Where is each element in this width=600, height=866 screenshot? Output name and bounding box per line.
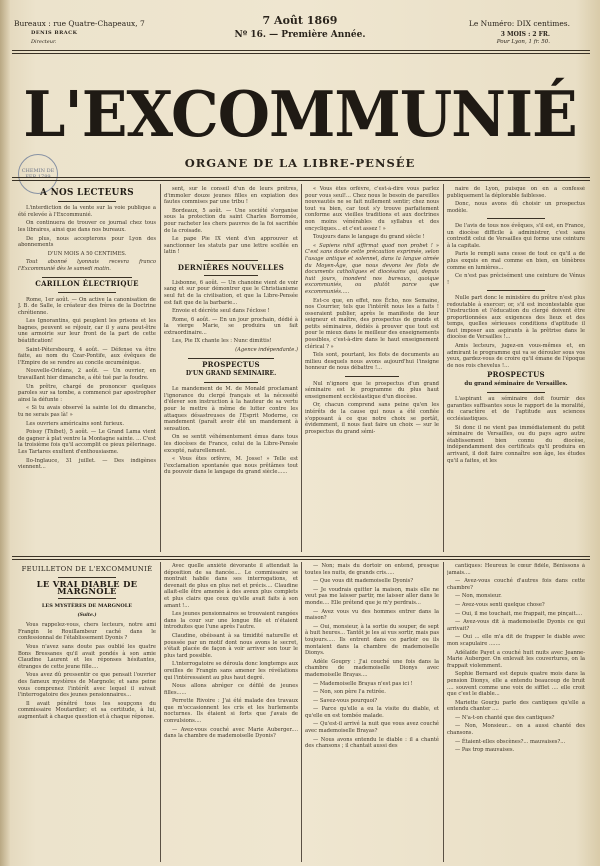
signature: (Agence indépendante.) xyxy=(235,347,298,354)
column-divider xyxy=(301,184,302,552)
paragraph: — Oui ... elle m'a dit de frapper le diable avec mon scapulaire ....... xyxy=(447,634,585,647)
section-subtitle-versailles: du grand séminaire de Versailles. xyxy=(464,381,568,388)
paragraph: — Avez-vous couché avec Marie Auberger.... dans la chambre de mademoiselle Dyonis? xyxy=(164,726,298,740)
section-title-prospectus: PROSPECTUS xyxy=(202,360,260,370)
paragraph: Lisbonne, 6 août. — Un chanoine vient de voir sang et sur pour démontrer que le Christianisme seul fut de la civilisation, et que la Libre-Pensée est fait que de la barbarie... xyxy=(164,279,298,306)
paragraph: Bordeaux, 5 août. — Une société s'organise sous la protection du saint Charles Borromée, pour racheter les chers pauvres de la foi sacrifiée de la croisade. xyxy=(164,207,298,234)
masthead-rule xyxy=(12,177,590,178)
paragraph: — Non, son père l'a retirée. xyxy=(313,689,386,696)
feuilleton-subtitle: LES MYSTÈRES DE MARGNOLE xyxy=(41,602,133,609)
column-divider xyxy=(443,184,444,552)
paragraph: — Oui, monsieur, à la sortie du souper, de sept à huit heures... Tantôt je les ai vus sortir, mais pas toujours..... Ils entrent dans ce parloir ou ils montaient dans la chambre de mademoiselle Dionys. xyxy=(305,623,439,657)
paragraph: — Nous avons entendu le diable : il a chanté des chansons ; il chantait aussi des xyxy=(305,736,439,750)
paragraph: sent, sur le conseil d'un de leurs prêtres, d'immoler douze jeunes filles en expiation des fautes commises par une tribu ! xyxy=(164,186,298,206)
paragraph: Si donc il ne vient pas immédiatement du petit séminaire de Versailles, ou du pays agro autre établissement bien connu du diocèse, indépendamment des certificats qu'il produira en arrivant, il doit faire connaître son âge, les études qu'il a faites, et les xyxy=(447,424,585,464)
paragraph: — Je voudrais quitter la maison, mais elle ne veut pas me laisser partir, me laisser aller dans le monde.... Elle prétend que je m'y perdrais... xyxy=(305,586,439,606)
paragraph: — Que vous dit mademoiselle Dyonis? xyxy=(313,578,414,585)
paragraph: Nous allons abréger ce défilé de jeunes filles...... xyxy=(164,683,298,696)
column-2 xyxy=(164,186,298,554)
section-rule xyxy=(58,292,116,293)
paragraph: Claudine, obéissant à sa timidité naturelle et poussée par un motif dont nous avons le secret, s'était placée de façon à voir arriver son tour le plus tard possible. xyxy=(164,632,298,659)
paragraph: « Si tu avais observé la sainte loi du dimanche, tu ne serais pas là! » xyxy=(18,405,156,419)
paragraph: Est-ce que, en effet, nos Écho, nos Semaine, nos Courrier, tels que l'intérêt nous les a faits ! osseraient publier, après le manifeste de leur seigneur et maître, des prospectus de grands et petits séminaires, dédiés à prouver que tout est pour le mieux dans le meilleur des enseignements possibles, c'est-à-dire dans le haut enseignement clérical ? » xyxy=(305,297,439,350)
page-binding xyxy=(0,0,10,866)
paragraph: Adélaïde Payet a couché huit nuits avec Jeanne-Marie Auberger. On enlevait les couvertures, on la frappait violemment. xyxy=(447,649,585,669)
feuilleton-column xyxy=(18,563,156,863)
column-divider xyxy=(443,562,444,862)
paragraph: Paris le rempli sans cesse de tout ce qu'il a de plus exquis en mal comme en bien, en ténèbres comme en lumières... xyxy=(447,251,585,271)
section-rule xyxy=(42,277,132,278)
paragraph: Poissy (Thibet), 5 août. — Le Grand Lama vient de gagner à plat ventre la Montagne sainte. ... C'est la troisième fois qu'il accomplit ce pieux pèlerinage. Les Tartares exultent d'enthousiasme. xyxy=(18,429,156,455)
paragraph: Un prêtre, chargé de prononcer quelques paroles sur sa tombe, a commencé par apostropher ainsi la défunte : xyxy=(18,383,156,403)
paragraph: Tout abonné lyonnais recevra franco l'Excommunié dès le samedi matin. xyxy=(18,259,156,272)
paragraph: Rome, 6 août. — En un jour prochain, dédié à la vierge Marie, se produira un fait extraordinaire... xyxy=(164,316,298,336)
paragraph: Saint-Pétersbourg, 4 août. — Défense va être faite, au nom du Czar-Pontife, aux évêques de l'Empire de se rendre au concile œcuménique. xyxy=(18,346,156,366)
section-rule xyxy=(487,218,545,219)
paragraph: Toujours dans le langage du grand siècle ! xyxy=(313,234,425,241)
paragraph: Les jeunes pensionnaires se trouvaient rangées dans la cour sur une longue file et n'étaient introduites que l'une après l'autre. xyxy=(164,611,298,631)
column-8 xyxy=(447,563,585,863)
paragraph: Avec quelle anxiété dévorante il attendait la déposition de sa fiancée.... Le commissaire se montrait habile dans ses interrogations, et devenait de plus en plus net et précis.... Claudine allait-elle être amenée à des aveux plus complets et plus clairs que ceux qu'elle avait faits à son amant !... xyxy=(164,563,298,609)
paragraph: Perrette Rivoire : J'ai été malade des travaux que m'occasionnent les cris et les hurlements nocturnes. Ils étaient si forts que j'avais de convulsions.... xyxy=(164,698,298,725)
paragraph: « Vous êtes orfèvre, c'est-à-dire vous parlez pour vous seul!... Chez nous le besoin de pareilles nouveautés ne se fait nullement sentir; chez nous tout va bien, car tout s'y trouve parfaitement conforme aux vieilles traditions et aux doctrines non moins vénérables du syllabus et des encycliques... et c'est assez ! » xyxy=(305,186,439,232)
section-rule xyxy=(345,376,399,377)
column-1 xyxy=(18,186,156,554)
paragraph: Vous n'avez sans doute pas oublié les quatre Bons Bressanes qu'il avait pondés à son amie Claudine Laurent et les réponses hésitantes, étranges de cette jeune fille.... xyxy=(18,643,156,670)
paragraph: Mariette Gourju parle des cantiques qu'elle a entendu chanter .... xyxy=(447,699,585,713)
paragraph: Ce n'est pas précisément une ceinture de Vénus ! xyxy=(447,273,585,286)
paragraph: — Non; mais du dortoir on entend, presque toutes les nuits, de grands cris..... xyxy=(305,563,439,576)
paragraph: — Non, Monsieur... on a aussi chanté des chansons. xyxy=(447,723,585,737)
column-4 xyxy=(447,186,585,554)
paragraph: — Avez-vous senti quelque chose? xyxy=(455,601,545,608)
column-6 xyxy=(164,563,298,863)
section-title-readers: A NOS LECTEURS xyxy=(40,188,134,198)
paragraph: Les, Pie IX chante les : Nunc dimittis! xyxy=(172,338,272,345)
section-rule xyxy=(487,392,545,393)
paragraph: Nulle part donc le ministère du prêtre n'est plus redoutable à exercer; or, s'il est incontestable que l'instruction et l'éducation du clergé doivent être proportionnées aux exigences des lieux et des temps, quelles sérieuses conditions d'aptitude il faut imposer aux aspirants à la prêtrise dans le diocèse de Versailles !... xyxy=(447,294,585,341)
paragraph: L'aspirant au séminaire doit fournir des garanties suffisantes sous le rapport de la moralité, du caractère et de l'aptitude aux sciences ecclésiastiques. xyxy=(447,396,585,422)
header-issue-number: Nº 16. — Première Année. xyxy=(234,30,366,40)
paragraph: — Étaient-elles obscènes?... mauvaises?... xyxy=(455,738,566,745)
section-rule xyxy=(204,260,258,261)
section-title-prospectus-versailles: PROSPECTUS xyxy=(487,370,545,380)
paragraph: L'interdiction de la vente sur la voie publique a été relevée à l'Excommunié. xyxy=(18,205,156,218)
section-rule xyxy=(204,382,258,383)
masthead-rule-thin xyxy=(12,180,590,181)
column-7 xyxy=(305,563,439,863)
paragraph: Le mandement de M. de Monald proclamant l'ignorance du clergé français et la nécessité d'élever son instruction à la hauteur de sa vertu pour le mettre à même de lutter contre les attaques désastreuses de l'Esprit Moderne, ce mandement (paraît avoir été un mandement à sensation. xyxy=(164,386,298,432)
header-director-name: DENIS BRACK xyxy=(31,30,78,36)
paragraph: Vous rappelez-vous, chers lecteurs, notre ami Frangin le Rouillambeur caché dans le confessionnal de l'établissement Dyonis ? xyxy=(18,622,156,642)
paragraph: Envoie et décrète seul dans l'éclose ! xyxy=(172,308,270,315)
section-rule xyxy=(58,577,116,578)
feuilleton-suite: (Suite.) xyxy=(77,612,97,618)
paragraph: Donc, nous avons dû choisir un prospectus modèle. xyxy=(447,201,585,214)
paragraph: De l'avis de tous nos évêques, s'il est, en France, un diocèse difficile à administrer, c'est sans contredit celui de Versailles qui forme une ceinture à la capitale. xyxy=(447,222,585,249)
paragraph: Nul n'ignore que le prospectus d'un grand séminaire est le programme du plus haut enseignement ecclésiastique d'un diocèse. xyxy=(305,380,439,400)
paragraph: naire de Lyon, puisque on en a confessé publiquement la déplorable faiblesse. xyxy=(447,186,585,199)
column-3 xyxy=(305,186,439,554)
section-subtitle-seminary: D'UN GRAND SÉMINAIRE. xyxy=(185,370,277,378)
header-rule-thin xyxy=(12,53,590,54)
paragraph: On continuera de trouver ce journal chez tous les libraires, ainsi que dans nos bureaux. xyxy=(18,220,156,233)
feuilleton-title: LE VRAI DIABLE DE MARGNOLE xyxy=(36,579,138,596)
paragraph: — Non, monsieur. xyxy=(455,593,502,600)
paragraph: L'interrogatoire se déroula donc longtemps aux oreilles de Frangin sans amener les révélations qui l'intéressaient au plus haut degré. xyxy=(164,661,298,681)
paragraph: — Oui, il me touchait, me frappait, me pinçait.... xyxy=(455,610,583,617)
section-rule xyxy=(204,275,258,276)
feuilleton-rule-thin xyxy=(12,559,590,560)
paragraph: Tels sont, pourtant, les flots de documents au milieu desquels nous avons aujourd'hui l'insigne honneur de nous débattre !... xyxy=(305,352,439,372)
paragraph: Les ouvriers américains sont furieux. xyxy=(26,420,124,427)
paragraph: — Qu'est-il arrivé la nuit que vous avez couché avec mademoiselle Brayas? xyxy=(305,721,439,735)
stamp-text: CHEMIN DE xyxy=(21,168,55,174)
paragraph: « Vous êtes orfèvre, M. Josse! » Telle est l'exclamation spontanée que nous prêtâmes tout du pouvoir dans le langage du grand siècle...... xyxy=(164,456,298,476)
header-price: Le Numéro: DIX centimes. xyxy=(468,19,570,28)
section-rule xyxy=(58,598,116,599)
section-rule xyxy=(188,358,274,359)
paragraph: Ilo-Inglauce, 31 juillet. — Des indigènes viennent... xyxy=(18,457,156,471)
paragraph: D'UN MOIS A 50 CENTIMES. xyxy=(47,250,127,257)
section-rule xyxy=(487,290,545,291)
column-divider xyxy=(301,562,302,862)
header-director-role: Directeur. xyxy=(31,39,57,45)
feuilleton-rule xyxy=(12,556,590,557)
section-title-carillon: CARILLON ÉLECTRIQUE xyxy=(35,279,139,289)
paragraph: — Parce qu'elle a eu la visite du diable, et qu'elle en est tombée malade. xyxy=(305,706,439,719)
paragraph: — Savez-vous pourquoi? xyxy=(313,697,378,704)
header-rule xyxy=(12,50,590,51)
paragraph: — Avez vous vu des hommes entrer dans la maison? xyxy=(305,608,439,622)
feuilleton-label: FEUILLETON DE L'EXCOMMUNIÉ xyxy=(21,565,153,573)
paragraph: Nouvelle-Orléans, 2 août. — Un ouvrier, en travaillant hier dimanche, a été tué par la foudre. xyxy=(18,368,156,382)
section-rule xyxy=(58,201,116,202)
paragraph: Le pape Pie IX vient d'en approuver et sanctionner les statuts par une lettre scellée en latin ! xyxy=(164,236,298,256)
paragraph: Amis lecteurs, jugez-en vous-mêmes et, en admirant le programme qui va se dérouler sous vos yeux, gardez-vous de croire qu'il émane de l'époque de nos rois chevelus !... xyxy=(447,343,585,369)
paragraph: De plus, nous accepterons pour Lyon des abonnements xyxy=(18,235,156,249)
paragraph: — Mademoiselle Brayas n'est pas ici ! xyxy=(313,680,413,687)
header-subscription-lyon: Pour Lyon, 1 fr. 50. xyxy=(496,39,550,45)
paragraph: Sophie Bernard est depuis quatre mois dans la pension Dionys, elle a entendu beaucoup de bruit .... souvent comme une voix de sifflet .... elle croit que c'est le diable... xyxy=(447,671,585,698)
header-office: Bureaux : rue Quatre-Chapeaux, 7 xyxy=(14,19,145,28)
paragraph: Les Ignorantins, qui peuplent les prisons et les bagnes, peuvent se réjouir, car il y aura peut-être une armoirie sur leur front de la part de cette béatification! xyxy=(18,318,156,345)
paragraph: Rome, 1er août. — On active la canonisation de J. B. de Salle, le créateur des frères de la Doctrine chrétienne. xyxy=(18,296,156,316)
column-divider xyxy=(160,562,161,862)
masthead-title: L'EXCOMMUNIÉ xyxy=(23,78,577,152)
paragraph: Vous avez dû pressentir ce que pensait l'ouvrier des fameux mystères de Margnole; et sans peine vous comprenez l'intérêt avec lequel il suivait l'interrogatoire des jeunes pensionnaires... xyxy=(18,672,156,699)
section-title-latest-news: DERNIÈRES NOUVELLES xyxy=(177,262,285,272)
paragraph: « Sapiens nihil affirmat quod non probet ! » C'est sans doute cette précaution exprimée, selon l'usage antique et solennel, dans la langue aimée du Moyen-Âge, que nous devons les flots de documents catholiques et diocésains qui, depuis huit jours, inondent nos bureaux, quoique excommuniés, ou plutôt parce que excommuniés..... xyxy=(305,242,439,295)
paragraph: — Pas trop mauvaises. xyxy=(455,747,515,754)
paragraph: Il avait pénétré tous les soupçons du commissaire Moutardier; et sa certitude, à lui, augmentait à chaque question et à chaque réponse. xyxy=(18,700,156,720)
header-date: 7 Août 1869 xyxy=(262,14,338,27)
paragraph: On se sentit véhémentement émus dans tous les diocèses de France, celui de la Libre-Pensée excepté, naturellement. xyxy=(164,434,298,454)
paragraph: cantiques: Heureux le cœur fidèle, Bénissons à jamais.... xyxy=(447,563,585,576)
paragraph: — Avez-vous couché d'autres fois dans cette chambre? xyxy=(447,578,585,591)
column-divider xyxy=(160,184,161,552)
masthead-subtitle: ORGANE DE LA LIBRE-PENSÉE xyxy=(184,156,416,170)
paragraph: Or, chacun comprend sans peine qu'en les intérêts de la cause qui nous a été confiée s'opposant à ce que notre choix se portât, évidemment, il nous faut faire un choix — sur le prospectus du grand sémi- xyxy=(305,402,439,435)
paragraph: Adèle Goupry : J'ai couché une fois dans la chambre de mademoiselle Dionys avec mademoiselle Brayas.... xyxy=(305,658,439,678)
header-subscription: 3 MOIS : 2 FR. xyxy=(500,31,550,38)
paragraph: — Avez-vous dit à mademoiselle Dyonis ce qui arrivait? xyxy=(447,619,585,632)
paragraph: — N'a-t-on chanté que des cantiques? xyxy=(455,714,555,721)
